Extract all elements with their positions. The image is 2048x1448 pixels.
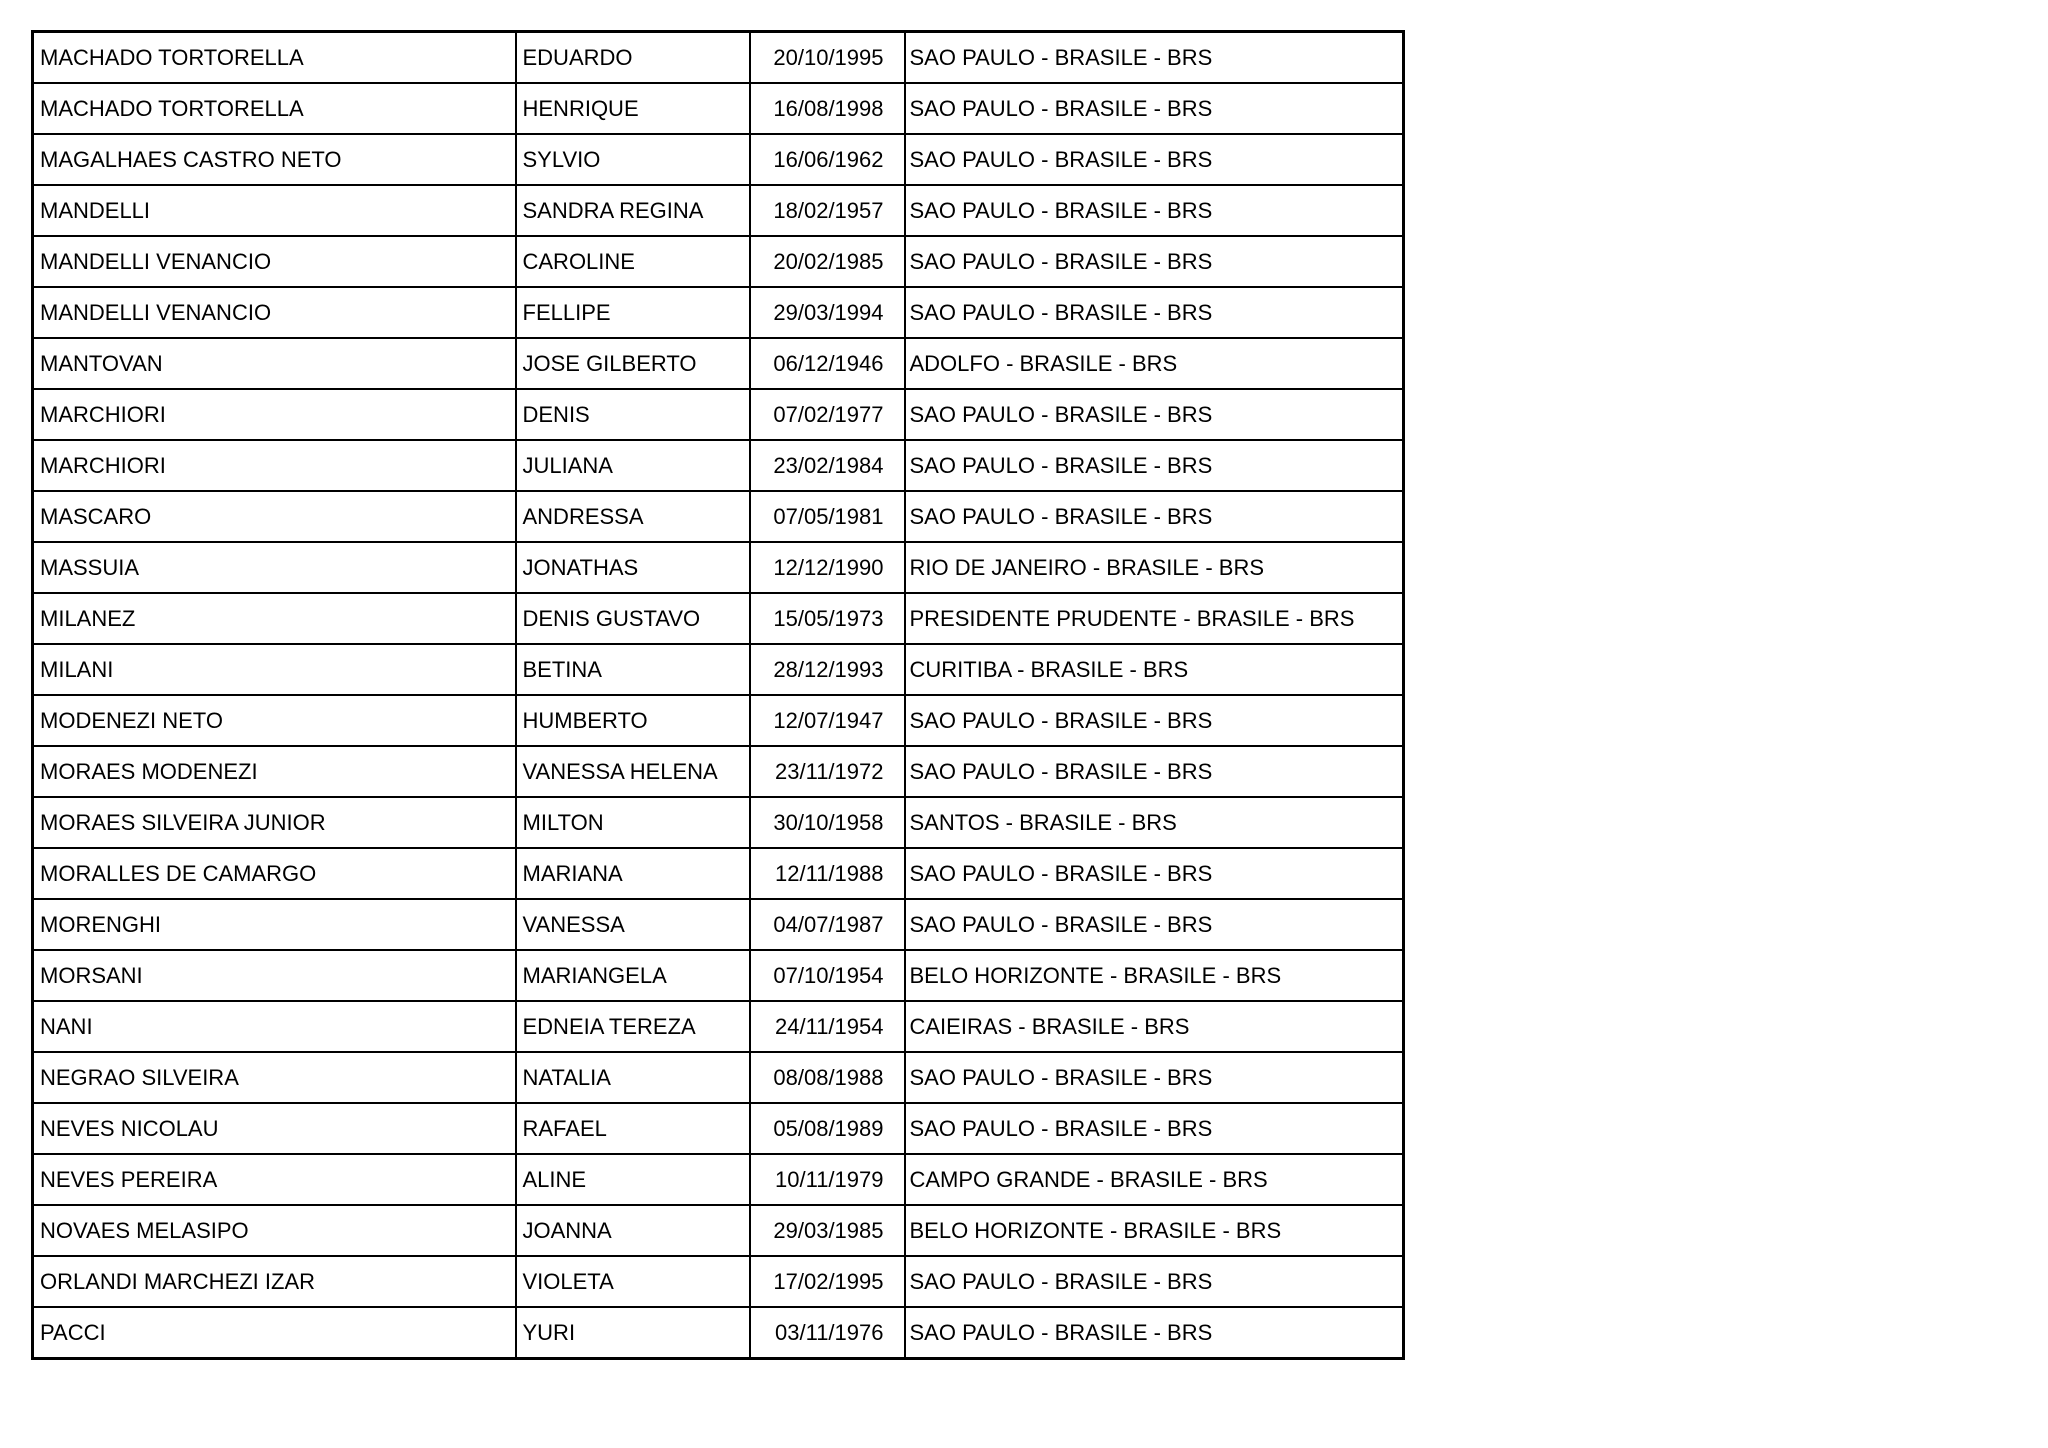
table-row — [33, 440, 1404, 491]
birth-place-cell: SANTOS - BRASILE - BRS — [905, 797, 1404, 848]
surname-cell: MACHADO TORTORELLA — [33, 83, 516, 134]
surname-cell: MACHADO TORTORELLA — [33, 32, 516, 84]
birth-place-cell: PRESIDENTE PRUDENTE - BRASILE - BRS — [905, 593, 1404, 644]
given-name-cell: BETINA — [516, 644, 750, 695]
table-row — [33, 848, 1404, 899]
surname-cell: MORSANI — [33, 950, 516, 1001]
birth-date-cell: 03/11/1976 — [750, 1307, 905, 1359]
table-row — [33, 797, 1404, 848]
surname-cell: MANTOVAN — [33, 338, 516, 389]
birth-date-cell: 05/08/1989 — [750, 1103, 905, 1154]
surname-cell: MORALLES DE CAMARGO — [33, 848, 516, 899]
birth-place-cell: BELO HORIZONTE - BRASILE - BRS — [905, 1205, 1404, 1256]
given-name-cell: JOSE GILBERTO — [516, 338, 750, 389]
birth-place-cell: SAO PAULO - BRASILE - BRS — [905, 848, 1404, 899]
table-row — [33, 83, 1404, 134]
table-row — [33, 950, 1404, 1001]
birth-place-cell: SAO PAULO - BRASILE - BRS — [905, 134, 1404, 185]
given-name-cell: MARIANA — [516, 848, 750, 899]
given-name-cell: NATALIA — [516, 1052, 750, 1103]
birth-place-cell: SAO PAULO - BRASILE - BRS — [905, 287, 1404, 338]
given-name-cell: HENRIQUE — [516, 83, 750, 134]
birth-place-cell: SAO PAULO - BRASILE - BRS — [905, 695, 1404, 746]
given-name-cell: VANESSA — [516, 899, 750, 950]
table-row — [33, 695, 1404, 746]
birth-date-cell: 16/06/1962 — [750, 134, 905, 185]
table-row — [33, 899, 1404, 950]
given-name-cell: EDNEIA TEREZA — [516, 1001, 750, 1052]
surname-cell: MARCHIORI — [33, 389, 516, 440]
birth-date-cell: 24/11/1954 — [750, 1001, 905, 1052]
birth-place-cell: CAIEIRAS - BRASILE - BRS — [905, 1001, 1404, 1052]
given-name-cell: EDUARDO — [516, 32, 750, 84]
table-row — [33, 32, 1404, 84]
birth-place-cell: SAO PAULO - BRASILE - BRS — [905, 389, 1404, 440]
birth-place-cell: SAO PAULO - BRASILE - BRS — [905, 491, 1404, 542]
given-name-cell: SANDRA REGINA — [516, 185, 750, 236]
table-row — [33, 1205, 1404, 1256]
birth-place-cell: SAO PAULO - BRASILE - BRS — [905, 1256, 1404, 1307]
birth-date-cell: 10/11/1979 — [750, 1154, 905, 1205]
birth-date-cell: 12/07/1947 — [750, 695, 905, 746]
birth-date-cell: 23/11/1972 — [750, 746, 905, 797]
birth-place-cell: SAO PAULO - BRASILE - BRS — [905, 185, 1404, 236]
birth-date-cell: 07/02/1977 — [750, 389, 905, 440]
birth-date-cell: 20/10/1995 — [750, 32, 905, 84]
birth-place-cell: SAO PAULO - BRASILE - BRS — [905, 83, 1404, 134]
surname-cell: NEGRAO SILVEIRA — [33, 1052, 516, 1103]
birth-place-cell: RIO DE JANEIRO - BRASILE - BRS — [905, 542, 1404, 593]
surname-cell: MASCARO — [33, 491, 516, 542]
surname-cell: MORENGHI — [33, 899, 516, 950]
birth-place-cell: SAO PAULO - BRASILE - BRS — [905, 32, 1404, 84]
birth-place-cell: SAO PAULO - BRASILE - BRS — [905, 746, 1404, 797]
given-name-cell: FELLIPE — [516, 287, 750, 338]
table-row — [33, 185, 1404, 236]
surname-cell: MANDELLI VENANCIO — [33, 287, 516, 338]
surname-cell: PACCI — [33, 1307, 516, 1359]
table-row — [33, 1001, 1404, 1052]
given-name-cell: RAFAEL — [516, 1103, 750, 1154]
table-row — [33, 1256, 1404, 1307]
table-row — [33, 1154, 1404, 1205]
given-name-cell: JONATHAS — [516, 542, 750, 593]
birth-place-cell: SAO PAULO - BRASILE - BRS — [905, 1052, 1404, 1103]
birth-date-cell: 30/10/1958 — [750, 797, 905, 848]
birth-date-cell: 07/05/1981 — [750, 491, 905, 542]
table-row — [33, 542, 1404, 593]
roster-table-body — [33, 32, 1404, 1359]
given-name-cell: DENIS GUSTAVO — [516, 593, 750, 644]
table-row — [33, 1052, 1404, 1103]
table-row — [33, 644, 1404, 695]
given-name-cell: HUMBERTO — [516, 695, 750, 746]
given-name-cell: VIOLETA — [516, 1256, 750, 1307]
roster-table — [31, 30, 1405, 1360]
birth-date-cell: 29/03/1985 — [750, 1205, 905, 1256]
table-row — [33, 236, 1404, 287]
surname-cell: MILANEZ — [33, 593, 516, 644]
birth-date-cell: 16/08/1998 — [750, 83, 905, 134]
surname-cell: NEVES NICOLAU — [33, 1103, 516, 1154]
birth-date-cell: 20/02/1985 — [750, 236, 905, 287]
birth-date-cell: 29/03/1994 — [750, 287, 905, 338]
birth-place-cell: SAO PAULO - BRASILE - BRS — [905, 1307, 1404, 1359]
given-name-cell: VANESSA HELENA — [516, 746, 750, 797]
surname-cell: MANDELLI VENANCIO — [33, 236, 516, 287]
table-row — [33, 491, 1404, 542]
given-name-cell: YURI — [516, 1307, 750, 1359]
table-row — [33, 338, 1404, 389]
surname-cell: NEVES PEREIRA — [33, 1154, 516, 1205]
surname-cell: MILANI — [33, 644, 516, 695]
surname-cell: MORAES SILVEIRA JUNIOR — [33, 797, 516, 848]
birth-date-cell: 18/02/1957 — [750, 185, 905, 236]
birth-place-cell: SAO PAULO - BRASILE - BRS — [905, 899, 1404, 950]
surname-cell: MAGALHAES CASTRO NETO — [33, 134, 516, 185]
birth-date-cell: 07/10/1954 — [750, 950, 905, 1001]
birth-date-cell: 04/07/1987 — [750, 899, 905, 950]
table-row — [33, 1307, 1404, 1359]
birth-date-cell: 12/11/1988 — [750, 848, 905, 899]
given-name-cell: CAROLINE — [516, 236, 750, 287]
surname-cell: MODENEZI NETO — [33, 695, 516, 746]
birth-date-cell: 28/12/1993 — [750, 644, 905, 695]
given-name-cell: JOANNA — [516, 1205, 750, 1256]
birth-date-cell: 23/02/1984 — [750, 440, 905, 491]
surname-cell: NOVAES MELASIPO — [33, 1205, 516, 1256]
birth-date-cell: 06/12/1946 — [750, 338, 905, 389]
birth-place-cell: SAO PAULO - BRASILE - BRS — [905, 440, 1404, 491]
given-name-cell: ALINE — [516, 1154, 750, 1205]
birth-date-cell: 08/08/1988 — [750, 1052, 905, 1103]
birth-place-cell: CURITIBA - BRASILE - BRS — [905, 644, 1404, 695]
surname-cell: MASSUIA — [33, 542, 516, 593]
surname-cell: MANDELLI — [33, 185, 516, 236]
given-name-cell: ANDRESSA — [516, 491, 750, 542]
given-name-cell: JULIANA — [516, 440, 750, 491]
table-row — [33, 134, 1404, 185]
given-name-cell: MILTON — [516, 797, 750, 848]
table-row — [33, 746, 1404, 797]
birth-place-cell: CAMPO GRANDE - BRASILE - BRS — [905, 1154, 1404, 1205]
table-row — [33, 287, 1404, 338]
birth-date-cell: 17/02/1995 — [750, 1256, 905, 1307]
given-name-cell: DENIS — [516, 389, 750, 440]
surname-cell: NANI — [33, 1001, 516, 1052]
birth-date-cell: 15/05/1973 — [750, 593, 905, 644]
birth-place-cell: SAO PAULO - BRASILE - BRS — [905, 1103, 1404, 1154]
table-row — [33, 389, 1404, 440]
surname-cell: ORLANDI MARCHEZI IZAR — [33, 1256, 516, 1307]
given-name-cell: MARIANGELA — [516, 950, 750, 1001]
surname-cell: MARCHIORI — [33, 440, 516, 491]
table-row — [33, 593, 1404, 644]
surname-cell: MORAES MODENEZI — [33, 746, 516, 797]
birth-date-cell: 12/12/1990 — [750, 542, 905, 593]
birth-place-cell: BELO HORIZONTE - BRASILE - BRS — [905, 950, 1404, 1001]
table-row — [33, 1103, 1404, 1154]
given-name-cell: SYLVIO — [516, 134, 750, 185]
birth-place-cell: ADOLFO - BRASILE - BRS — [905, 338, 1404, 389]
birth-place-cell: SAO PAULO - BRASILE - BRS — [905, 236, 1404, 287]
